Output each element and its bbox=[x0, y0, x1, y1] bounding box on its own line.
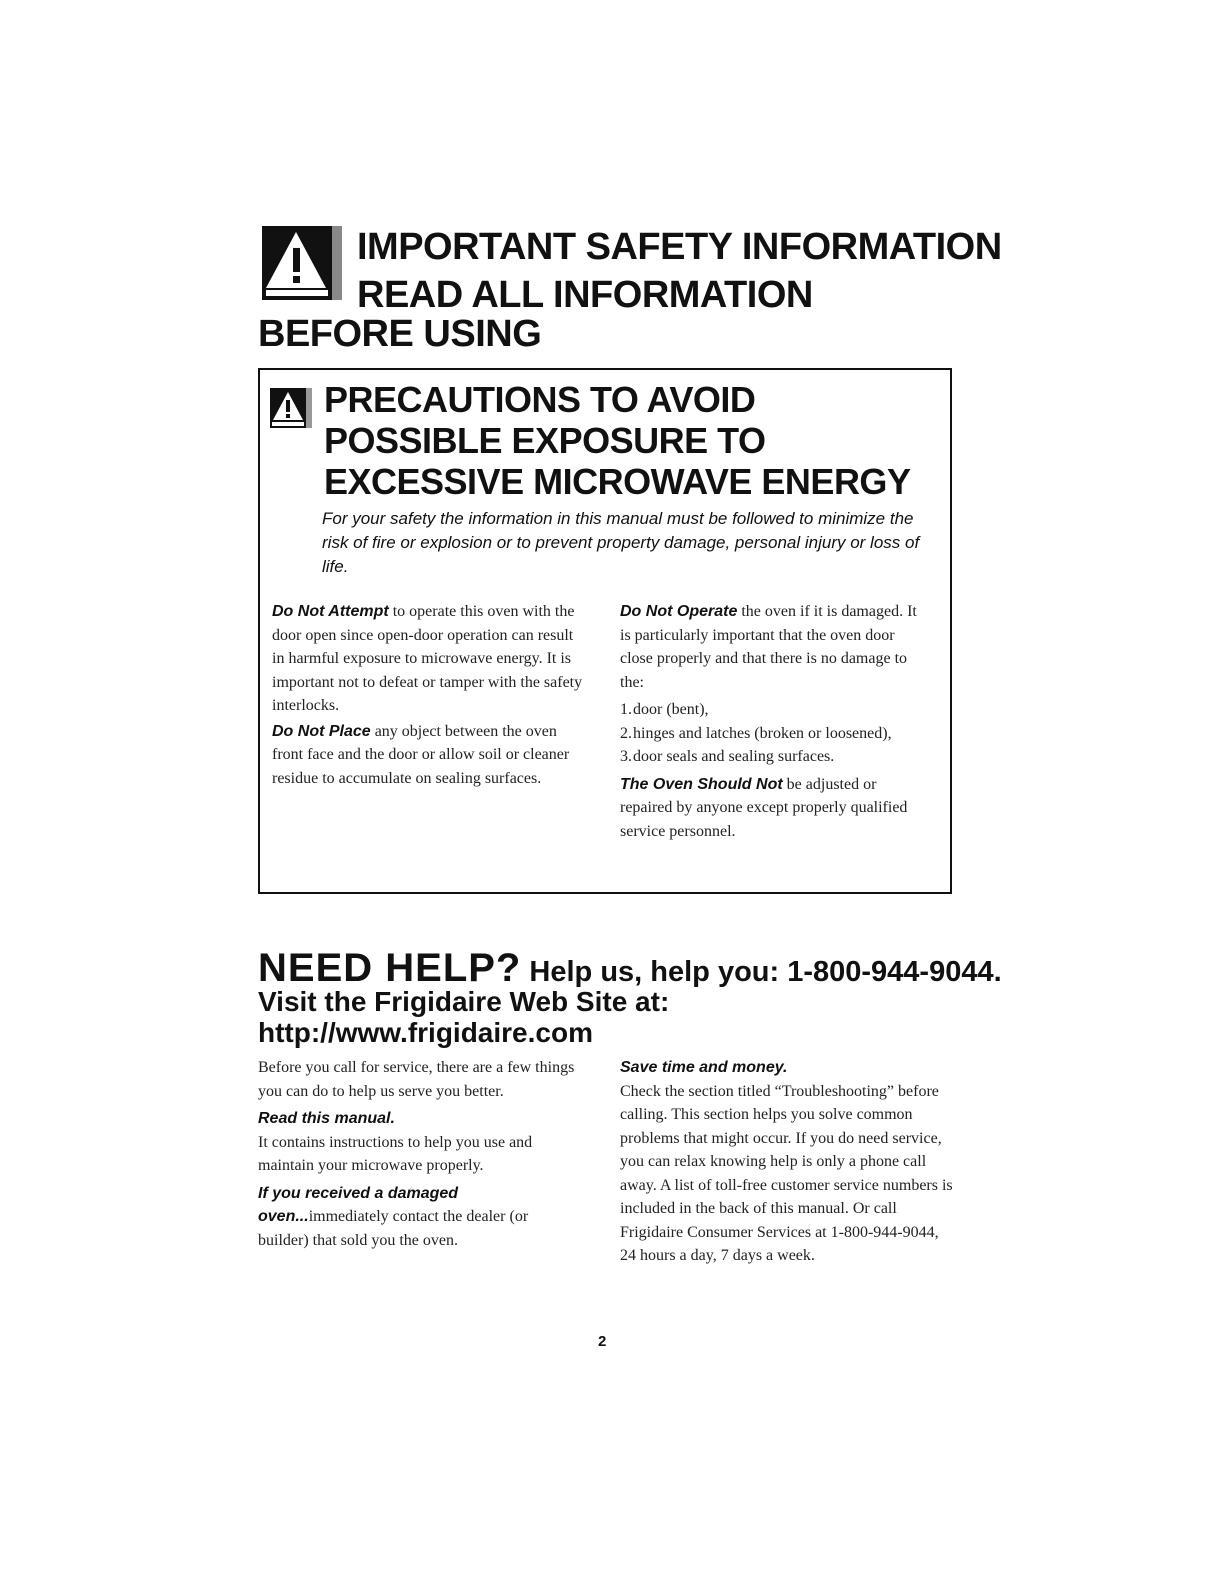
header-line-3: BEFORE USING bbox=[258, 313, 542, 355]
page-number: 2 bbox=[598, 1333, 607, 1350]
paragraph-do-not-place: Do Not Place any object between the oven front face and the door or allow soil or cleaner residue to accumulate on sealing surfaces. bbox=[272, 722, 570, 787]
warning-icon bbox=[262, 226, 342, 300]
paragraph-do-not-attempt: Do Not Attempt to operate this oven with the door open since open-door operation can result in harmful exposure to microwave energy. It is important not to defeat or tamper with the safety interlocks. bbox=[272, 603, 583, 714]
precautions-title-3: EXCESSIVE MICROWAVE ENERGY bbox=[324, 461, 911, 502]
precautions-title-2: POSSIBLE EXPOSURE TO bbox=[324, 420, 766, 461]
save-time-heading: Save time and money. bbox=[620, 1059, 788, 1076]
paragraph-read-manual: It contains instructions to help you use and maintain your microwave properly. bbox=[258, 1133, 533, 1174]
paragraph-before-call: Before you call for service, there are a few things you can do to help us serve you better. bbox=[258, 1059, 575, 1100]
list-item: 3. door seals and sealing surfaces. bbox=[620, 748, 835, 765]
paragraph-save-time: Check the section titled “Troubleshooting” before calling. This section helps you solve common problems that might occur. If you do need service, you can relax knowing help is only a phone call away. A list of toll-free customer service numbers is included in the back of this manual. Or call Frigidaire Consumer Services at 1-800-944-9044, 24 hours a day, 7 days a week. bbox=[620, 1082, 953, 1264]
visit-website-heading: Visit the Frigidaire Web Site at: bbox=[258, 986, 670, 1017]
help-left-column bbox=[258, 1056, 576, 1252]
precautions-left-column bbox=[272, 600, 584, 790]
paragraph-do-not-operate: Do Not Operate the oven if it is damaged. It is particularly important that the oven door close properly and that there is no damage to the: bbox=[620, 603, 917, 691]
paragraph-damaged-oven: If you received a damaged oven...immediately contact the dealer (or builder) that sold you the oven. bbox=[258, 1184, 529, 1249]
precautions-intro: For your safety the information in this manual must be followed to minimize the risk of fire or explosion or to prevent property damage, personal injury or loss of life. bbox=[322, 509, 920, 576]
precautions-right-column bbox=[620, 600, 920, 843]
help-right-column bbox=[620, 1056, 954, 1268]
warning-icon bbox=[270, 388, 312, 428]
website-url: http://www.frigidaire.com bbox=[258, 1017, 593, 1048]
read-manual-heading: Read this manual. bbox=[258, 1110, 395, 1127]
damage-list bbox=[620, 698, 920, 769]
need-help-heading: NEED HELP? Help us, help you: 1-800-944-9044. bbox=[258, 946, 1002, 990]
list-item: 2. hinges and latches (broken or loosened), bbox=[620, 724, 892, 742]
precautions-title-1: PRECAUTIONS TO AVOID bbox=[324, 379, 756, 420]
list-item: 1. door (bent), bbox=[620, 701, 709, 718]
header-line-1: IMPORTANT SAFETY INFORMATION bbox=[357, 226, 1002, 268]
header-line-2: READ ALL INFORMATION bbox=[357, 274, 813, 316]
paragraph-should-not: The Oven Should Not be adjusted or repaired by anyone except properly qualified service personnel. bbox=[620, 775, 908, 840]
